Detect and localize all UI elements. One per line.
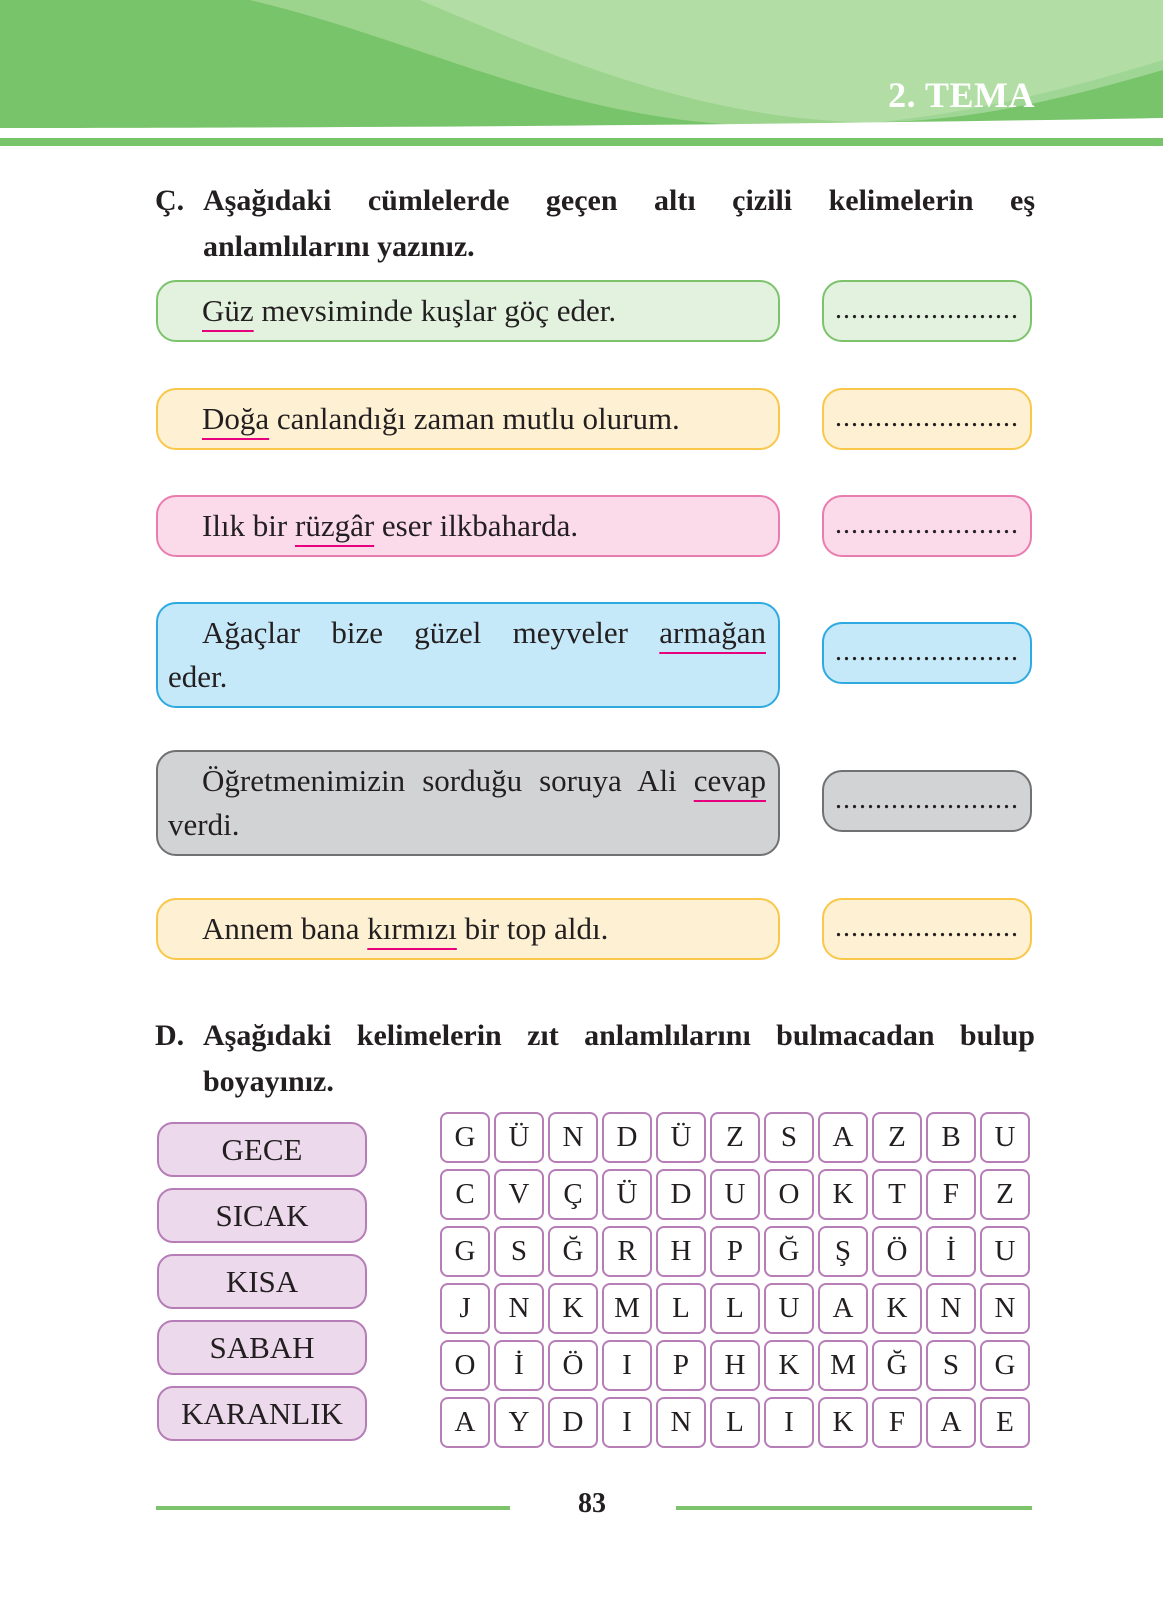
underlined-word: Güz bbox=[202, 293, 254, 328]
grid-cell[interactable]: N bbox=[494, 1283, 544, 1334]
grid-cell[interactable]: Ö bbox=[872, 1226, 922, 1277]
grid-cell[interactable]: U bbox=[710, 1169, 760, 1220]
grid-cell[interactable]: V bbox=[494, 1169, 544, 1220]
sentence-box-2: Doğa canlandığı zaman mutlu olurum. bbox=[156, 388, 780, 450]
grid-cell[interactable]: N bbox=[926, 1283, 976, 1334]
grid-cell[interactable]: A bbox=[818, 1112, 868, 1163]
grid-cell[interactable]: R bbox=[602, 1226, 652, 1277]
grid-cell[interactable]: Z bbox=[872, 1112, 922, 1163]
word-tag: KARANLIK bbox=[157, 1386, 367, 1441]
grid-cell[interactable]: C bbox=[440, 1169, 490, 1220]
grid-cell[interactable]: F bbox=[926, 1169, 976, 1220]
answer-field-3[interactable]: ....................... bbox=[822, 495, 1032, 557]
section-c-instruction bbox=[155, 178, 1035, 270]
grid-cell[interactable]: K bbox=[872, 1283, 922, 1334]
sentence-box-1: Güz mevsiminde kuşlar göç eder. bbox=[156, 280, 780, 342]
grid-cell[interactable]: Ü bbox=[656, 1112, 706, 1163]
grid-cell[interactable]: K bbox=[548, 1283, 598, 1334]
grid-cell[interactable]: H bbox=[710, 1340, 760, 1391]
word-tag: SABAH bbox=[157, 1320, 367, 1375]
grid-cell[interactable]: G bbox=[440, 1112, 490, 1163]
word-tag: KISA bbox=[157, 1254, 367, 1309]
grid-cell[interactable]: U bbox=[980, 1226, 1030, 1277]
section-d-letter: D. bbox=[155, 1019, 185, 1052]
grid-cell[interactable]: O bbox=[440, 1340, 490, 1391]
grid-cell[interactable]: N bbox=[980, 1283, 1030, 1334]
page-number: 83 bbox=[578, 1488, 606, 1519]
grid-cell[interactable]: M bbox=[602, 1283, 652, 1334]
grid-cell[interactable]: Ğ bbox=[764, 1226, 814, 1277]
grid-cell[interactable]: N bbox=[656, 1397, 706, 1448]
grid-cell[interactable]: A bbox=[440, 1397, 490, 1448]
sentence-box-3: Ilık bir rüzgâr eser ilkbaharda. bbox=[156, 495, 780, 557]
grid-cell[interactable]: S bbox=[494, 1226, 544, 1277]
grid-cell[interactable]: A bbox=[926, 1397, 976, 1448]
grid-cell[interactable]: K bbox=[818, 1169, 868, 1220]
underlined-word: cevap bbox=[693, 763, 766, 798]
grid-cell[interactable]: L bbox=[710, 1397, 760, 1448]
grid-cell[interactable]: L bbox=[710, 1283, 760, 1334]
grid-cell[interactable]: Ğ bbox=[548, 1226, 598, 1277]
grid-cell[interactable]: İ bbox=[926, 1226, 976, 1277]
grid-cell[interactable]: Ö bbox=[548, 1340, 598, 1391]
grid-cell[interactable]: T bbox=[872, 1169, 922, 1220]
answer-field-2[interactable]: ....................... bbox=[822, 388, 1032, 450]
grid-cell[interactable]: U bbox=[764, 1283, 814, 1334]
grid-cell[interactable]: Z bbox=[710, 1112, 760, 1163]
grid-cell[interactable]: N bbox=[548, 1112, 598, 1163]
grid-cell[interactable]: D bbox=[548, 1397, 598, 1448]
footer-line-right bbox=[676, 1506, 1032, 1510]
grid-cell[interactable]: P bbox=[710, 1226, 760, 1277]
grid-cell[interactable]: S bbox=[764, 1112, 814, 1163]
section-c-letter: Ç. bbox=[155, 184, 185, 217]
underlined-word: rüzgâr bbox=[295, 508, 375, 543]
sentence-box-6: Annem bana kırmızı bir top aldı. bbox=[156, 898, 780, 960]
grid-cell[interactable]: Ç bbox=[548, 1169, 598, 1220]
answer-field-4[interactable]: ....................... bbox=[822, 622, 1032, 684]
grid-cell[interactable]: K bbox=[818, 1397, 868, 1448]
section-d-text: Aşağıdaki kelimelerin zıt anlamlılarını bulmacadan bulup boyayınız. bbox=[203, 1019, 1035, 1098]
grid-cell[interactable]: U bbox=[980, 1112, 1030, 1163]
section-d-instruction bbox=[155, 1013, 1035, 1105]
grid-cell[interactable]: B bbox=[926, 1112, 976, 1163]
grid-cell[interactable]: İ bbox=[494, 1340, 544, 1391]
theme-label: 2. TEMA bbox=[888, 75, 1035, 115]
word-search-grid bbox=[440, 1112, 1030, 1448]
word-tag: SICAK bbox=[157, 1188, 367, 1243]
grid-cell[interactable]: I bbox=[602, 1340, 652, 1391]
grid-cell[interactable]: G bbox=[440, 1226, 490, 1277]
word-tag: GECE bbox=[157, 1122, 367, 1177]
grid-cell[interactable]: Ü bbox=[602, 1169, 652, 1220]
answer-field-5[interactable]: ....................... bbox=[822, 770, 1032, 832]
grid-cell[interactable]: Ğ bbox=[872, 1340, 922, 1391]
grid-cell[interactable]: G bbox=[980, 1340, 1030, 1391]
grid-cell[interactable]: Ş bbox=[818, 1226, 868, 1277]
grid-cell[interactable]: D bbox=[656, 1169, 706, 1220]
grid-cell[interactable]: K bbox=[764, 1340, 814, 1391]
footer-line-left bbox=[156, 1506, 510, 1510]
grid-cell[interactable]: S bbox=[926, 1340, 976, 1391]
sentence-box-4: Ağaçlar bize güzel meyveler armağan eder. bbox=[156, 602, 780, 708]
grid-cell[interactable]: O bbox=[764, 1169, 814, 1220]
grid-cell[interactable]: I bbox=[602, 1397, 652, 1448]
underlined-word: Doğa bbox=[202, 401, 270, 436]
section-c-text: Aşağıdaki cümlelerde geçen altı çizili kelimelerin eş anlamlılarını yazınız. bbox=[203, 184, 1035, 263]
underlined-word: kırmızı bbox=[367, 911, 457, 946]
grid-cell[interactable]: M bbox=[818, 1340, 868, 1391]
grid-cell[interactable]: Y bbox=[494, 1397, 544, 1448]
grid-cell[interactable]: Ü bbox=[494, 1112, 544, 1163]
grid-cell[interactable]: A bbox=[818, 1283, 868, 1334]
grid-cell[interactable]: H bbox=[656, 1226, 706, 1277]
sentence-box-5: Öğretmenimizin sorduğu soruya Ali cevap verdi. bbox=[156, 750, 780, 856]
grid-cell[interactable]: F bbox=[872, 1397, 922, 1448]
grid-cell[interactable]: Z bbox=[980, 1169, 1030, 1220]
grid-cell[interactable]: P bbox=[656, 1340, 706, 1391]
grid-cell[interactable]: D bbox=[602, 1112, 652, 1163]
grid-cell[interactable]: J bbox=[440, 1283, 490, 1334]
grid-cell[interactable]: E bbox=[980, 1397, 1030, 1448]
header-banner bbox=[0, 0, 1163, 150]
underlined-word: armağan bbox=[659, 615, 766, 650]
grid-cell[interactable]: I bbox=[764, 1397, 814, 1448]
answer-field-1[interactable]: ....................... bbox=[822, 280, 1032, 342]
grid-cell[interactable]: L bbox=[656, 1283, 706, 1334]
answer-field-6[interactable]: ....................... bbox=[822, 898, 1032, 960]
